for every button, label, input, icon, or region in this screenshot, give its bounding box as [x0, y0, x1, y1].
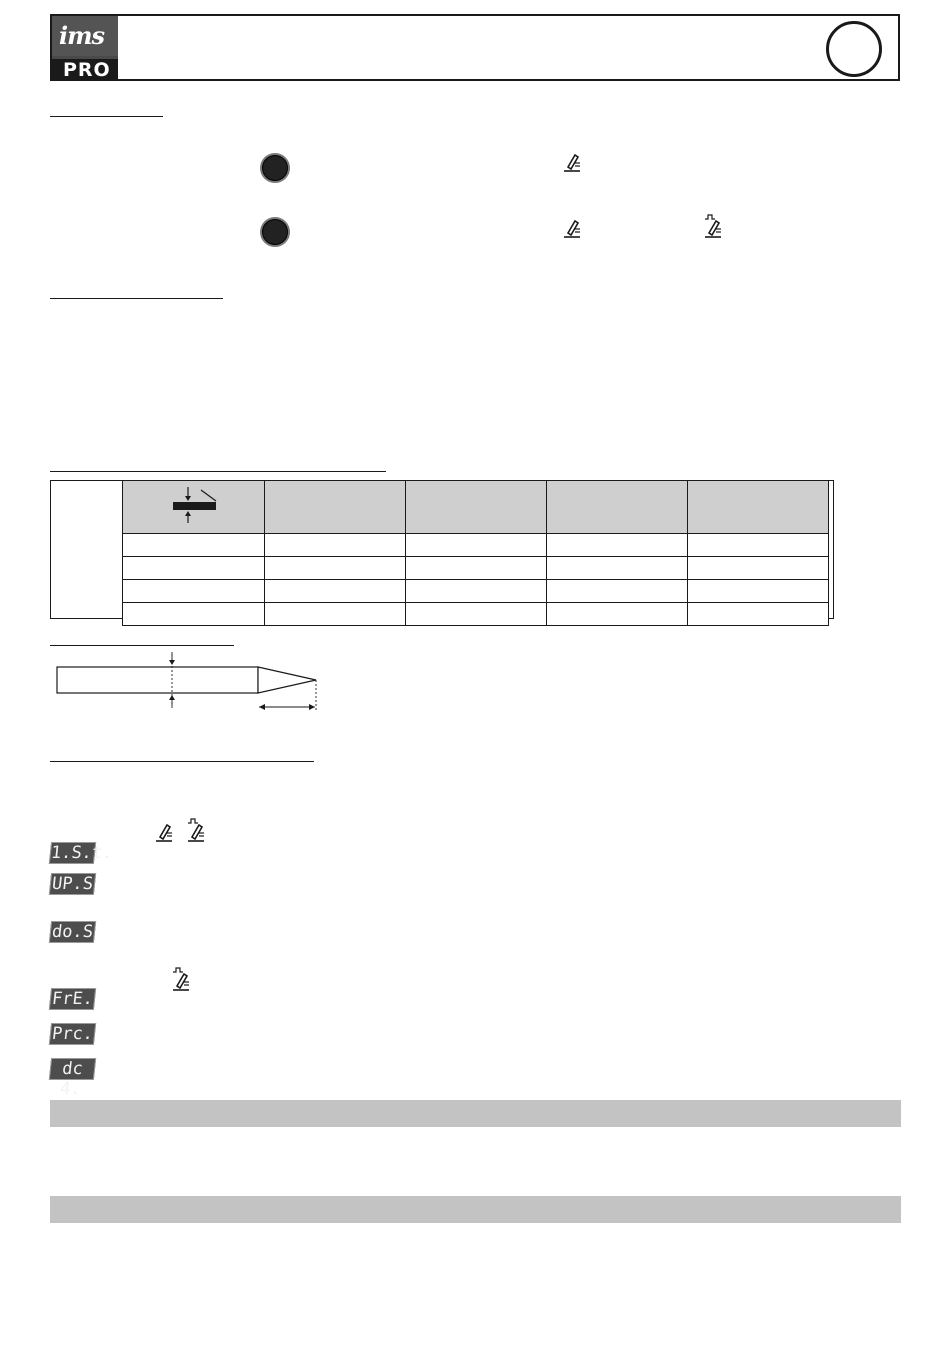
brand-logo — [52, 16, 118, 81]
lcd-display-fre: FrE. — [49, 988, 96, 1010]
logo-pro-text: PRO — [63, 59, 111, 81]
thickness-header-cell — [123, 481, 265, 534]
tig-torch-icon — [561, 150, 583, 174]
pulsed-tig-torch-icon — [170, 967, 192, 991]
table-row-header-cell — [50, 480, 123, 619]
tig-torch-icon — [153, 820, 175, 844]
table-header-cell — [547, 481, 688, 534]
section-bar-1 — [50, 1100, 901, 1127]
section-heading-underline-5 — [50, 761, 314, 762]
language-circle — [826, 21, 882, 77]
lcd-display-dos: do.S — [49, 921, 96, 943]
logo-ims-text: ims — [59, 21, 105, 50]
section-heading-underline-1 — [50, 116, 163, 117]
table-row — [123, 603, 829, 626]
table-row — [123, 557, 829, 580]
lcd-display-1st: 1.S.t. — [49, 843, 114, 863]
mode-button-1[interactable] — [260, 153, 290, 183]
table-row — [123, 534, 829, 557]
lcd-display-dc4: dc 4. — [49, 1058, 96, 1080]
section-heading-underline-4 — [50, 645, 234, 646]
sheet-thickness-icon — [123, 481, 264, 528]
table-header-cell — [265, 481, 406, 534]
pulsed-tig-torch-icon — [702, 214, 724, 238]
pulsed-tig-torch-icon — [185, 818, 207, 842]
section-heading-underline-2 — [50, 298, 223, 299]
electrode-diagram — [56, 648, 326, 719]
tig-torch-icon — [561, 216, 583, 240]
section-bar-2 — [50, 1196, 901, 1223]
parameter-table-grid — [122, 480, 829, 626]
lcd-display-prc: Prc. — [49, 1023, 96, 1045]
section-heading-underline-3 — [50, 471, 386, 472]
mode-button-2[interactable] — [260, 217, 290, 247]
table-header-cell — [406, 481, 547, 534]
table-header-cell — [688, 481, 829, 534]
table-row — [123, 580, 829, 603]
lcd-display-ups: UP.S — [49, 873, 96, 895]
header-frame — [50, 14, 900, 81]
